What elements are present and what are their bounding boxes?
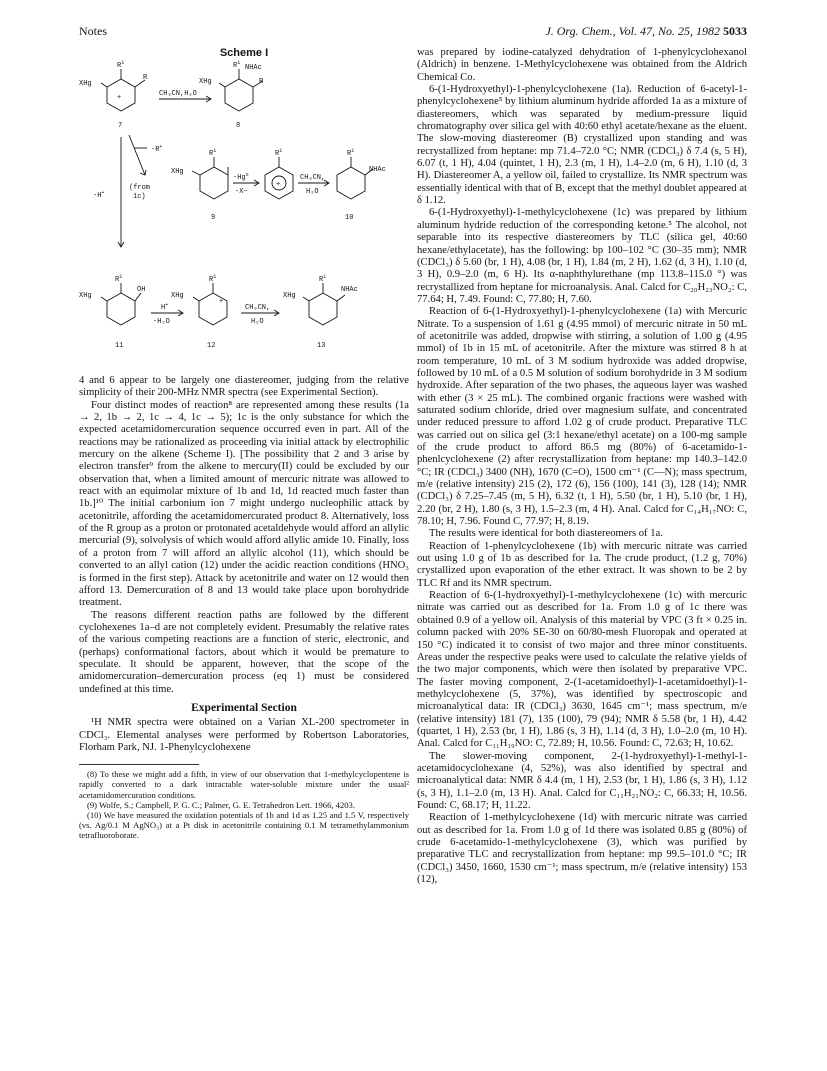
label-nhac-13: NHAc [341, 286, 358, 294]
label-xhg-8: XHg [199, 78, 212, 86]
running-header [79, 24, 747, 38]
label-oh-11: OH [137, 286, 146, 294]
left-column [79, 47, 409, 840]
label-plus-7: + [117, 94, 122, 102]
label-reagent-7-8: CH₃CN,H₂O [159, 90, 197, 98]
right-paragraph-8: The slower-moving component, 2-(1-hydroxyethyl)-1-methyl-1-acetamidocyclohexane (4, 52%), was also identified by spectral and microanalytical data: NMR δ 4.4 (m, 1 H), 2.53 (br, 1 H), 1.86 (s, 3 H), 1.12 (s, 3 H), 1.1–2.0 (m, 13 H). Anal. Calcd for C₁₁H₂₁NO₂: C, 66.33; H, 10.56. Found: C, 68.17; H, 11.22. [417, 750, 747, 811]
experimental-section-title: Experimental Section [191, 701, 297, 714]
ring-13 [309, 293, 337, 325]
header-volume: Vol. 47, No. 25, 1982 [618, 24, 720, 38]
footnotes [79, 769, 409, 840]
label-h2o-row3: H₂O [251, 318, 264, 326]
label-minus-hg: -Hg$^o$ [233, 172, 249, 182]
ring-10 [337, 167, 365, 199]
right-paragraph-6: Reaction of 1-phenylcyclohexene (1b) with mercuric nitrate was carried out using 1.0 g of 1b as described for 1a. The crude product, (1.2 g, 70%) crystallized upon evaporation of the ether extract. It was shown to be 2 by TLC Rf and its NMR spectrum. [417, 540, 747, 589]
arrow-diag [129, 135, 145, 175]
label-cpd-8: 8 [236, 122, 241, 130]
scheme-drawing [79, 47, 409, 375]
label-r1-13: $R^1$ [319, 274, 327, 284]
label-xhg-13: XHg [283, 292, 296, 300]
footnote-8: (8) To these we might add a fifth, in view of our observation that 1-methylcyclopentene is rapidly converted to a dark intractable water-soluble mixture under the usual² acetamidomercuration conditions. [79, 769, 409, 800]
right-paragraph-1: was prepared by iodine-catalyzed dehydration of 1-phenylcyclohexanol (Aldrich) in benzene. 1-Methylcyclohexene was obtained from the Aldrich Chemical Co. [417, 47, 747, 83]
label-cpd-10: 10 [345, 214, 354, 222]
experimental-intro: ¹H NMR spectra were obtained on a Varian XL-200 spectrometer in CDCl₃. Elemental analyses were performed by Robertson Laboratories, Florham Park, NJ. 1-Phenylcyclohexene [79, 717, 409, 753]
ring-11 [107, 293, 135, 325]
header-citation [545, 24, 747, 39]
label-r-8: R [259, 78, 264, 86]
label-from-cpd: 1c) [133, 193, 146, 201]
label-h2o-row2: H₂O [306, 188, 319, 196]
label-r1-11: $R^1$ [115, 274, 123, 284]
label-cpd-9: 9 [211, 214, 216, 222]
right-paragraph-7: Reaction of 6-(1-hydroxyethyl)-1-methylcyclohexene (1c) with mercuric nitrate was carried out as described for 1a. From 1.0 g of 1c there was obtained 0.9 of a yellow oil. Analysis of this material by VPC (3 ft × 0.25 in. column packed with 20% SE-30 on 60/80-mesh Fluoropak and operated at 150 °C) indicated it to consist of two major and three minor constituents. Areas under the respective peaks were used to calculate the relative yields of the two major components, which were then isolated by preparative VPC. The faster moving component, 2-(1-acetamidoethyl)-1-acetamidoethyl)-1-methylcyclohexene (5, 37%), was identified by spectroscopic and microanalytical data: IR (CDCl₃) 3630, 1645 cm⁻¹; mass spectrum, m/e (relative intensity) 181 (7), 135 (100), 79 (94); NMR δ 5.58 (br, 1 H), 4.42 (quartet, 1 H), 2.53 (br, 1 H), 1.86 (s, 3 H), 1.14 (d, 3 H), 1.0–2.0 (m, 10 H). Anal. Calcd for C₁₁H₁₉NO: C, 72.89; H, 10.56. Found: C, 72.63; H, 10.62. [417, 590, 747, 750]
right-paragraph-3: 6-(1-Hydroxyethyl)-1-methylcyclohexene (1c) was prepared by lithium aluminum hydride reduction of the corresponding ketone.⁵ The alcohol, not separable into its respective diastereomers by TLC (silica gel, 40:60 hexane/ethylacetate), has the following: bp 100–102 °C (30–35 mm); NMR (CDCl₃) δ 5.60 (br, 1 H), 4.08 (br, 1 H), 1.84 (m, 2 H), 1.62 (d, 3 H), 1.10 (d, 3 H), 0.9–2.0 (m, 6 H). Its α-naphthylurethane (mp 113.8–115.0 °) was recrystallized from heptane for microanalysis. Anal. Calcd for C₂₀H₂₃NO₂: C, 77.64; H, 7.49. Found: C, 77.80; H, 7.60. [417, 207, 747, 305]
footnote-rule [79, 764, 199, 765]
scheme-title: Scheme I [219, 47, 269, 59]
label-xhg-12: XHg [171, 292, 184, 300]
header-journal: J. Org. Chem., [545, 24, 616, 38]
label-minus-h: -H+ [93, 190, 105, 200]
label-cpd-11: 11 [115, 342, 124, 350]
right-paragraph-5: The results were identical for both diastereomers of 1a. [429, 528, 663, 540]
header-page-number: 5033 [723, 24, 747, 38]
label-minus-x: -X− [235, 188, 248, 196]
label-cpd-13: 13 [317, 342, 326, 350]
label-r-7: R [143, 74, 148, 82]
label-xhg-11: XHg [79, 292, 92, 300]
label-cpd-7: 7 [118, 122, 123, 130]
ring-8 [225, 79, 253, 111]
left-paragraph-2: Four distinct modes of reaction⁸ are represented among these results (1a → 2, 1b → 2, 1c → 4, 1c → 5); 1c is the only substance for which the expected acetamidomercuration sequence occurred even in part. All of the reactions may be rationalized as proceeding via initial attack by electrophilic mercury on the alkene (Scheme I). [The possibility that 2 and 3 arise by electron transfer⁹ from the alkene to mercury(II) could be excluded by our observation that, when a limited amount of mercuric nitrate was allowed to react with an equimolar mixture of 1b and 1d, 1d reacted much faster than 1b.]¹⁰ The initial carbonium ion 7 might undergo nucleophilic attack by acetonitrile, affording the acetamidomercurated product 8. Alternatively, loss of the R group as a proton or protonated acetaldehyde would afford an allylic mercurial (9), solvolysis of which would afford allylic amide 10. Finally, loss of a proton from 7 will afford an allylic alcohol (11), which should be converted to an allyl cation (12) under the acidic reaction conditions (HNO₃ is formed in the first step). Attack by acetonitrile and water on 12 would then afford 13. Demercuration of 8 and 13 would take place upon borohydride treatment. [79, 399, 409, 609]
label-r1-9: $R^1$ [209, 148, 217, 158]
right-paragraph-9: Reaction of 1-methylcyclohexene (1d) with mercuric nitrate was carried out as described for 1a. From 1.0 g of 1d there was isolated 0.85 g (80%) of crude 6-acetamido-1-methylcyclohexene (3), which was purified by preparative TLC and recrystallization from heptane: mp 99.5–101.0 °C; IR (CDCl₃) 3450, 1660, 1530 cm⁻¹; mass spectrum, m/e (relative intensity) 153 (12), [417, 812, 747, 886]
label-minus-h2o: -H₂O [153, 318, 170, 326]
label-minus-r: -R+ [151, 144, 163, 154]
left-paragraph-1: 4 and 6 appear to be largely one diastereomer, judging from the relative simplicity of their 200-MHz NMR spectra (see Experimental Section). [79, 375, 409, 399]
left-paragraph-3: The reasons different reaction paths are followed by the different cyclohexenes 1a–d are not completely evident. Presumably the relative rates of the various competing reactions are a function of steric, electronic, and (perhaps) conformational factors, about which it would be premature to speculate. It should be apparent, however, that the scope of the amidomercuration–demercuration process (eq 1) must be considered undefined at this time. [79, 609, 409, 695]
label-xhg-7: XHg [79, 80, 92, 88]
label-ch3cn-row3: CH₃CN, [245, 304, 271, 312]
header-section: Notes [79, 24, 107, 38]
label-r1-7: $R^1$ [117, 60, 125, 70]
right-paragraph-4: Reaction of 6-(1-Hydroxyethyl)-1-phenylcyclohexene (1a) with Mercuric Nitrate. To a suspension of 1.61 g (4.95 mmol) of mercuric nitrate in 50 mL of acetonitrile was added, dropwise with stirring, a solution of 1.00 g (4.95 mmol) of 1b in 15 mL of acetonitrile. After the mixture was stirred 8 h at room temperature, 10 mL of 3 M sodium hydroxide was added dropwise, followed by 10 mL of a 0.5 M solution of sodium borohydride in 3 M sodium hydroxide. After separation of the two phases, the aqueous layer was washed with ether (3 × 25 mL). The combined organic fractions were washed with saturated sodium chloride, dried over magnesium sulfate, and concentrated under reduced pressure to afford 1.02 g of crude product. Preparative TLC was carried out on silica gel (3:1 hexane/ethyl acetate) on a 100-mg sample of the crude product to afford 86.5 mg (80%) of 6-acetamido-1-phenlcyclohexene (2) after recrystallization from heptane: mp 140.3–142.0 °C; IR (CDCl₃) 3400 (NH), 1670 (C=O), 1500 cm⁻¹ (C—N); mass spectrum, m/e (relative intensity) 215 (2), 172 (6), 156 (100), 141 (3), 128 (14); NMR (CDCl₃) δ 7.25–7.45 (m, 5 H), 6.32 (t, 1 H), 5.50 (br, 1 H), 5.10 (br, 1 H), 2.20 (br, 2 H), 1.80 (s, 3 H), 1.5–2.3 (m, 4 H). Anal. Calcd for C₁₄H₁₇NO: C, 78.10; H, 7.96. Found C, 77.97; H, 8.19. [417, 306, 747, 528]
footnote-9: (9) Wolfe, S.; Campbell, P. G. C.; Palmer, G. E. Tetrahedron Lett. 1966, 4203. [87, 799, 355, 810]
label-r1-12: $R^1$ [209, 274, 217, 284]
label-nhac-10: NHAc [369, 166, 386, 174]
footnote-10: (10) We have measured the oxidation potentials of 1b and 1d as 1.25 and 1.5 V, respectively (vs. Ag/0.1 M AgNO₃) at a Pt disk in acetonitrile containing 0.1 M tetramethylammonium tetrafluoroborate. [79, 809, 409, 840]
label-r1-cation: $R^1$ [275, 148, 283, 158]
ring-9 [200, 167, 228, 199]
label-xhg-9: XHg [171, 168, 184, 176]
label-ch3cn-row2: CH₃CN, [300, 174, 326, 182]
label-from: (from [129, 184, 151, 192]
label-cpd-12: 12 [207, 342, 216, 350]
label-plus-12: + [219, 298, 224, 306]
label-r1-8: $R^1$ [233, 60, 241, 70]
label-h-plus: H+ [161, 302, 169, 312]
label-r1-10: $R^1$ [347, 148, 355, 158]
label-nhac-8: NHAc [245, 64, 262, 72]
right-column [417, 47, 747, 886]
right-paragraph-2: 6-(1-Hydroxyethyl)-1-phenylcyclohexene (1a). Reduction of 6-acetyl-1-phenylcyclohexene⁵ by lithium aluminum hydride afforded 1a as a mixture of diastereomers, which was separated by medium-pressure liquid chromatography over silica gel with 40:60 ethyl acetate/hexane as the eluent. The slow-moving diastereomer (B) crystallized upon standing and was recrystallized from heptane: mp 71.4–72.0 °C; NMR (CDCl₃) δ 7.4 (s, 5 H), 6.07 (t, 1 H), 4.04 (quintet, 1 H), 2.3 (m, 1 H), 1.4–2.0 (m, 6 H), 1.10 (d, 3 H). Diastereomer A, a yellow oil, failed to crystallize. Its NMR spectrum was essentially identical with that of B, except that the methyl doublet appeared at δ 1.12. [417, 84, 747, 207]
scheme-figure [79, 47, 409, 375]
label-plus-cation: + [276, 181, 281, 189]
